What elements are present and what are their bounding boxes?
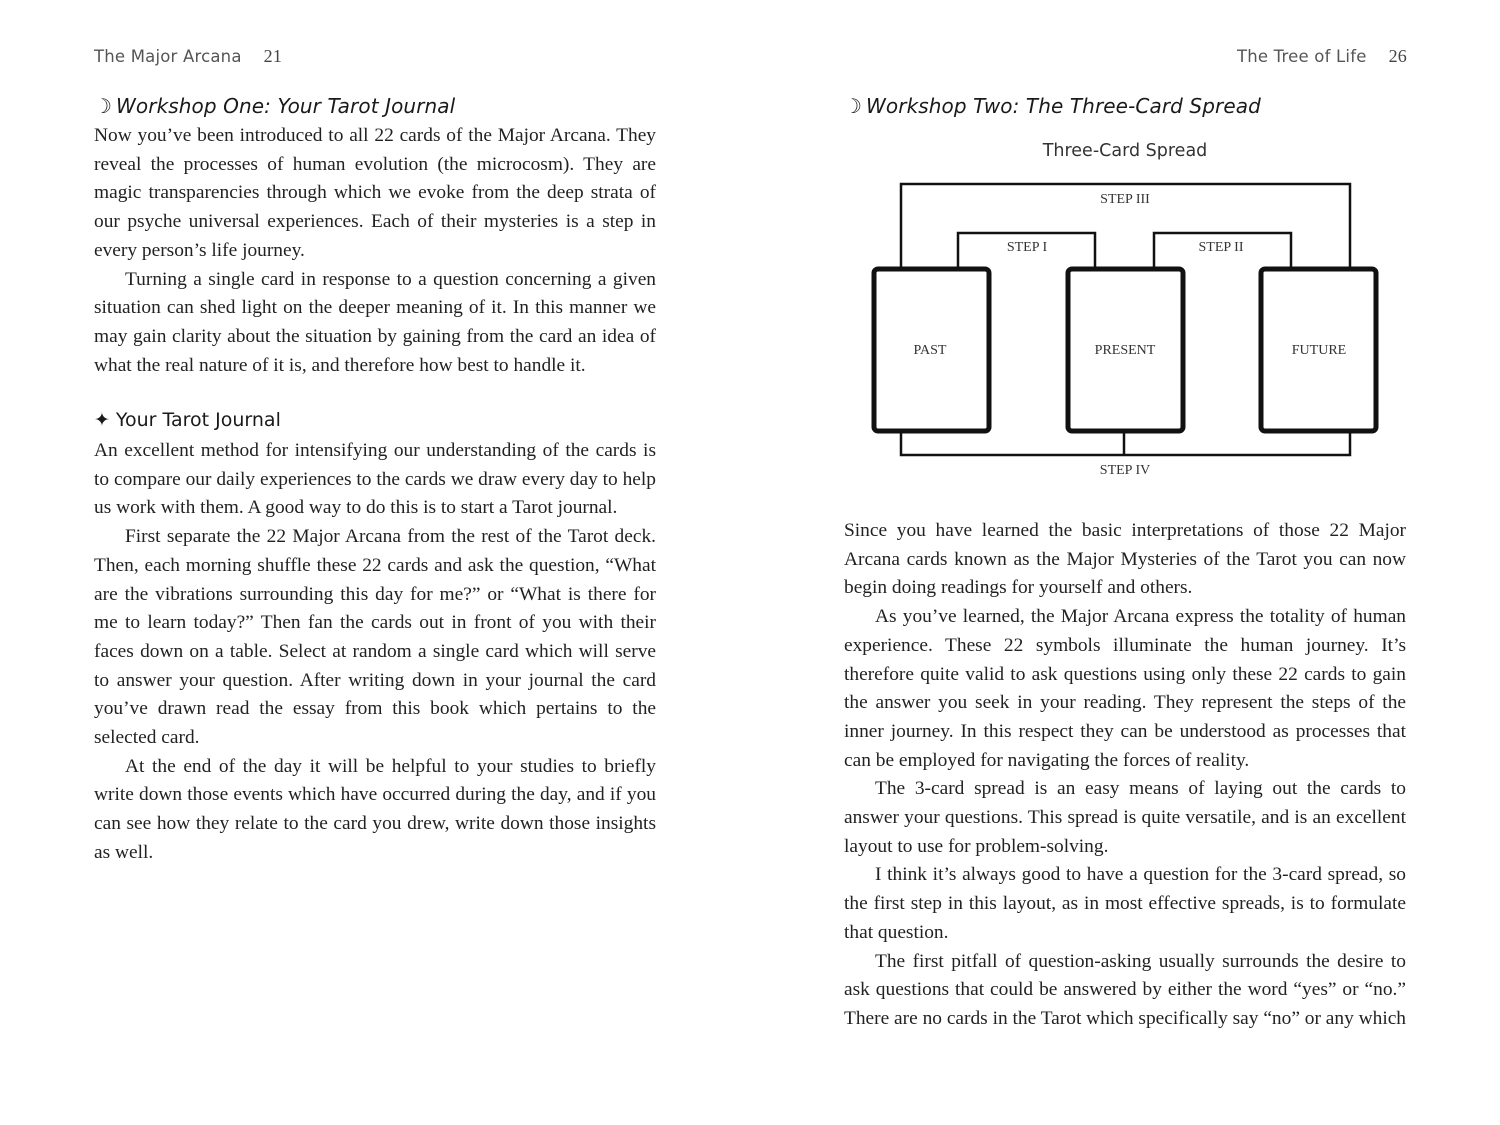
subsection-text xyxy=(94,437,656,868)
workshop-one-heading xyxy=(94,94,455,118)
paragraph: At the end of the day it will be helpful to your studies to briefly write down those events which have occurred during the day, and if you can see how they relate to the card you drew, write down those insights as well. xyxy=(94,755,656,863)
three-card-spread-diagram xyxy=(750,0,1500,500)
step-1-label: STEP I xyxy=(1006,240,1048,255)
paragraph: Turning a single card in response to a question concerning a given situation can shed light on the deeper meaning of it. In this manner we may gain clarity about the situation by gaining from the card an idea of what the real nature of it is, and therefore how best to handle it. xyxy=(94,268,656,376)
right-page xyxy=(750,0,1500,1125)
card-label-past: PAST xyxy=(913,343,947,358)
paragraph: As you’ve learned, the Major Arcana express the totality of human experience. These 22 symbols illuminate the human journey. It’s therefore quite valid to ask questions using only these 22 cards to gain the answer you seek in your reading. They represent the steps of the inner journey. In this respect they can be understood as processes that can be employed for navigating the forces of reality. xyxy=(844,606,1406,771)
step-4-label: STEP IV xyxy=(1099,463,1151,478)
page-number: 26 xyxy=(1388,46,1407,66)
paragraph: First separate the 22 Major Arcana from the rest of the Tarot deck. Then, each morning shuffle these 22 cards and ask the question, “What are the vibrations surrounding this day for me?” or “What is there for me to learn today?” Then fan the cards out in front of you with their faces down on a table. Select at random a single card which will serve to answer your question. After writing down in your journal the card you’ve drawn read the essay from this book which pertains to the selected card. xyxy=(94,526,656,749)
card-label-present: PRESENT xyxy=(1094,343,1156,358)
step-3-label: STEP III xyxy=(1100,192,1150,207)
intro-text xyxy=(94,122,656,380)
body-text xyxy=(844,517,1406,1034)
paragraph: The 3-card spread is an easy means of laying out the cards to answer your questions. This spread is quite versatile, and is an excellent layout to use for problem-solving. xyxy=(844,778,1406,857)
step-4-connector xyxy=(901,432,1350,455)
crescent-moon-icon: ☽ xyxy=(844,94,863,118)
paragraph: Now you’ve been introduced to all 22 cards of the Major Arcana. They reveal the processes of human evolution (the microcosm). They are magic transparencies through which we evoke from the deep strata of our psyche universal experiences. Each of their mysteries is a step in every person’s life journey. xyxy=(94,125,656,261)
paragraph: I think it’s always good to have a question for the 3-card spread, so the first step in this layout, as in most effective spreads, is to formulate that question. xyxy=(844,864,1406,943)
step-2-label: STEP II xyxy=(1198,240,1244,255)
chapter-title: The Major Arcana xyxy=(94,47,242,66)
workshop-title: Workshop Two: The Three-Card Spread xyxy=(866,94,1261,118)
running-head-left xyxy=(94,46,282,67)
four-point-star-icon: ✦ xyxy=(94,409,110,431)
page-number: 21 xyxy=(263,46,283,66)
card-label-future: FUTURE xyxy=(1291,343,1347,358)
paragraph: The first pitfall of question-asking usually surrounds the desire to ask questions that could be answered by either the word “yes” or “no.” There are no cards in the Tarot which specifically say “no” or any which xyxy=(844,950,1407,1029)
diagram-title-text: Three-Card Spread xyxy=(1042,141,1208,161)
subsection-title: Your Tarot Journal xyxy=(115,409,281,431)
chapter-title: The Tree of Life xyxy=(1236,47,1367,66)
paragraph: Since you have learned the basic interpretations of those 22 Major Arcana cards known as the Major Mysteries of the Tarot you can now begin doing readings for yourself and others. xyxy=(844,520,1406,599)
subsection-heading xyxy=(94,409,281,431)
workshop-title: Workshop One: Your Tarot Journal xyxy=(116,94,456,118)
paragraph: An excellent method for intensifying our understanding of the cards is to compare our daily experiences to the cards we draw every day to help us work with them. A good way to do this is to start a Tarot journal. xyxy=(94,440,656,519)
crescent-moon-icon: ☽ xyxy=(94,94,113,118)
